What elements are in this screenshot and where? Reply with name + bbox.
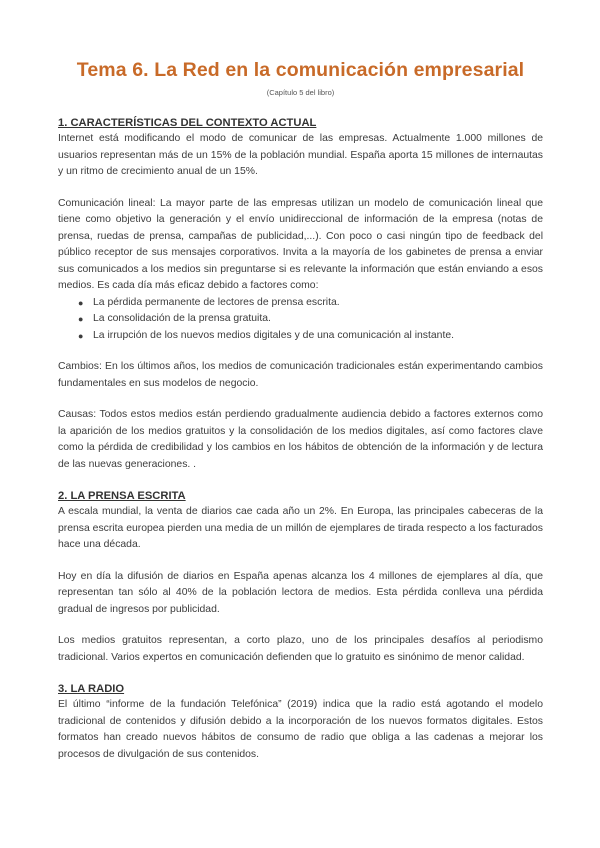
paragraph: Comunicación lineal: La mayor parte de las empresas utilizan un modelo de comunicación lineal que tiene como objetivo la generación y el envío unidireccional de información de la empresa (notas de prensa, ruedas de prensa, campañas de publicidad,...). Con poco o casi ningún tipo de feedback del público receptor de sus mensajes corporativos. Invita a la mayoría de los gabinetes de prensa a enviar sus comunicados a los medios sin preguntarse si es relevante la información que están enviando a esos medios. Es cada día más eficaz debido a factores como:	[58, 197, 543, 291]
paragraph: Internet está modificando el modo de comunicar de las empresas. Actualmente 1.000 millones de usuarios representan más de un 15% de la población mundial. España aporta 15 millones de internautas y un ritmo de crecimiento anual de un 15%.	[58, 133, 543, 177]
section-heading: 3. LA RADIO	[58, 683, 125, 695]
paragraph: Hoy en día la difusión de diarios en España apenas alcanza los 4 millones de ejemplares al día, que representan tan sólo al 40% de la población lectora de medios. Esta pérdida conlleva una pérdida gradual de ingresos por publicidad.	[58, 570, 543, 615]
bullet-icon: ●	[78, 314, 84, 324]
page-subtitle: (Capítulo 5 del libro)	[266, 88, 335, 97]
paragraph: A escala mundial, la venta de diarios cae cada año un 2%. En Europa, las principales cabeceras de la prensa escrita europea pierden una media de un millón de ejemplares de tirada respecto a los facturados hace una década.	[58, 506, 543, 550]
section-caracteristicas	[58, 115, 543, 473]
section-prensa-escrita	[58, 488, 543, 666]
section-radio	[58, 681, 543, 763]
section-heading: 1. CARACTERÍSTICAS DEL CONTEXTO ACTUAL	[58, 117, 317, 129]
paragraph: Los medios gratuitos representan, a corto plazo, uno de los principales desafíos al periodismo tradicional. Varios expertos en comunicación defienden que lo gratuito es sinónimo de menor calidad.	[58, 635, 543, 663]
bullet-icon: ●	[78, 330, 84, 341]
bullet-icon: ●	[78, 297, 84, 308]
paragraph: Cambios: En los últimos años, los medios de comunicación tradicionales están experimentando cambios fundamentales en sus modelos de negocio.	[58, 361, 543, 389]
paragraph: Causas: Todos estos medios están perdiendo gradualmente audiencia debido a factores externos como la aparición de los medios gratuitos y la consolidación de los medios digitales, así como factores clave como la pérdida de credibilidad y los cambios en los hábitos de obtención de la información y de lectura de las nuevas generaciones. .	[58, 409, 543, 470]
page-title: Tema 6. La Red en la comunicación empresarial	[76, 59, 525, 81]
list-item: ● La pérdida permanente de lectores de prensa escrita.	[78, 295, 543, 312]
paragraph: El último “informe de la fundación Telefónica” (2019) indica que la radio está agotando el modelo tradicional de contenidos y difusión debido a la incorporación de los nuevos formatos digitales. Estos formatos han creado nuevos hábitos de consumo de radio que obliga a las cadenas a mejorar los procesos de divulgación de sus contenidos.	[58, 699, 543, 760]
section-heading: 2. LA PRENSA ESCRITA	[58, 490, 186, 502]
list-item: ● La irrupción de los nuevos medios digitales y de una comunicación al instante.	[78, 328, 543, 345]
list-item: ● La consolidación de la prensa gratuita.	[78, 311, 543, 328]
bullet-list	[58, 295, 543, 345]
